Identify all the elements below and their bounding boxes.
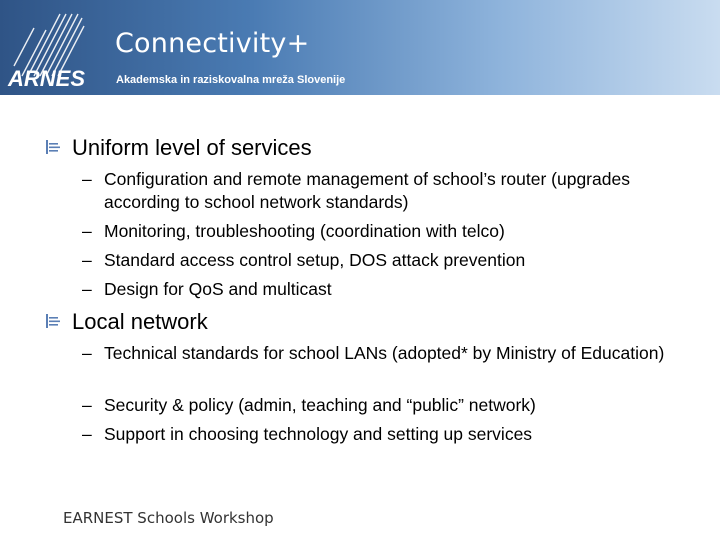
list-item: – Design for QoS and multicast xyxy=(82,279,332,299)
section-heading: Uniform level of services xyxy=(72,135,312,160)
footer-text: EARNEST Schools Workshop xyxy=(63,509,274,527)
list-item: – Security & policy (admin, teaching and “public” network) xyxy=(82,395,536,415)
list-item: – Standard access control setup, DOS attack prevention xyxy=(82,250,526,270)
logo-text: ARNES xyxy=(8,66,86,91)
bullet-icon xyxy=(44,138,62,156)
list-item: – Technical standards for school LANs (adopted* by Ministry of Education) xyxy=(82,343,665,363)
arnes-logo xyxy=(4,6,104,92)
slide-header xyxy=(0,0,720,95)
slide-subtitle: Akademska in raziskovalna mreža Slovenije xyxy=(116,74,346,86)
section-heading: Local network xyxy=(72,309,208,334)
list-item: – Support in choosing technology and setting up services xyxy=(82,424,533,444)
bullet-icon xyxy=(44,312,62,330)
list-item: – Configuration and remote management of school’s router (upgrades according to school network standards) xyxy=(82,169,630,212)
list-item: – Monitoring, troubleshooting (coordination with telco) xyxy=(82,221,505,241)
slide-title: Connectivity+ xyxy=(115,28,310,59)
